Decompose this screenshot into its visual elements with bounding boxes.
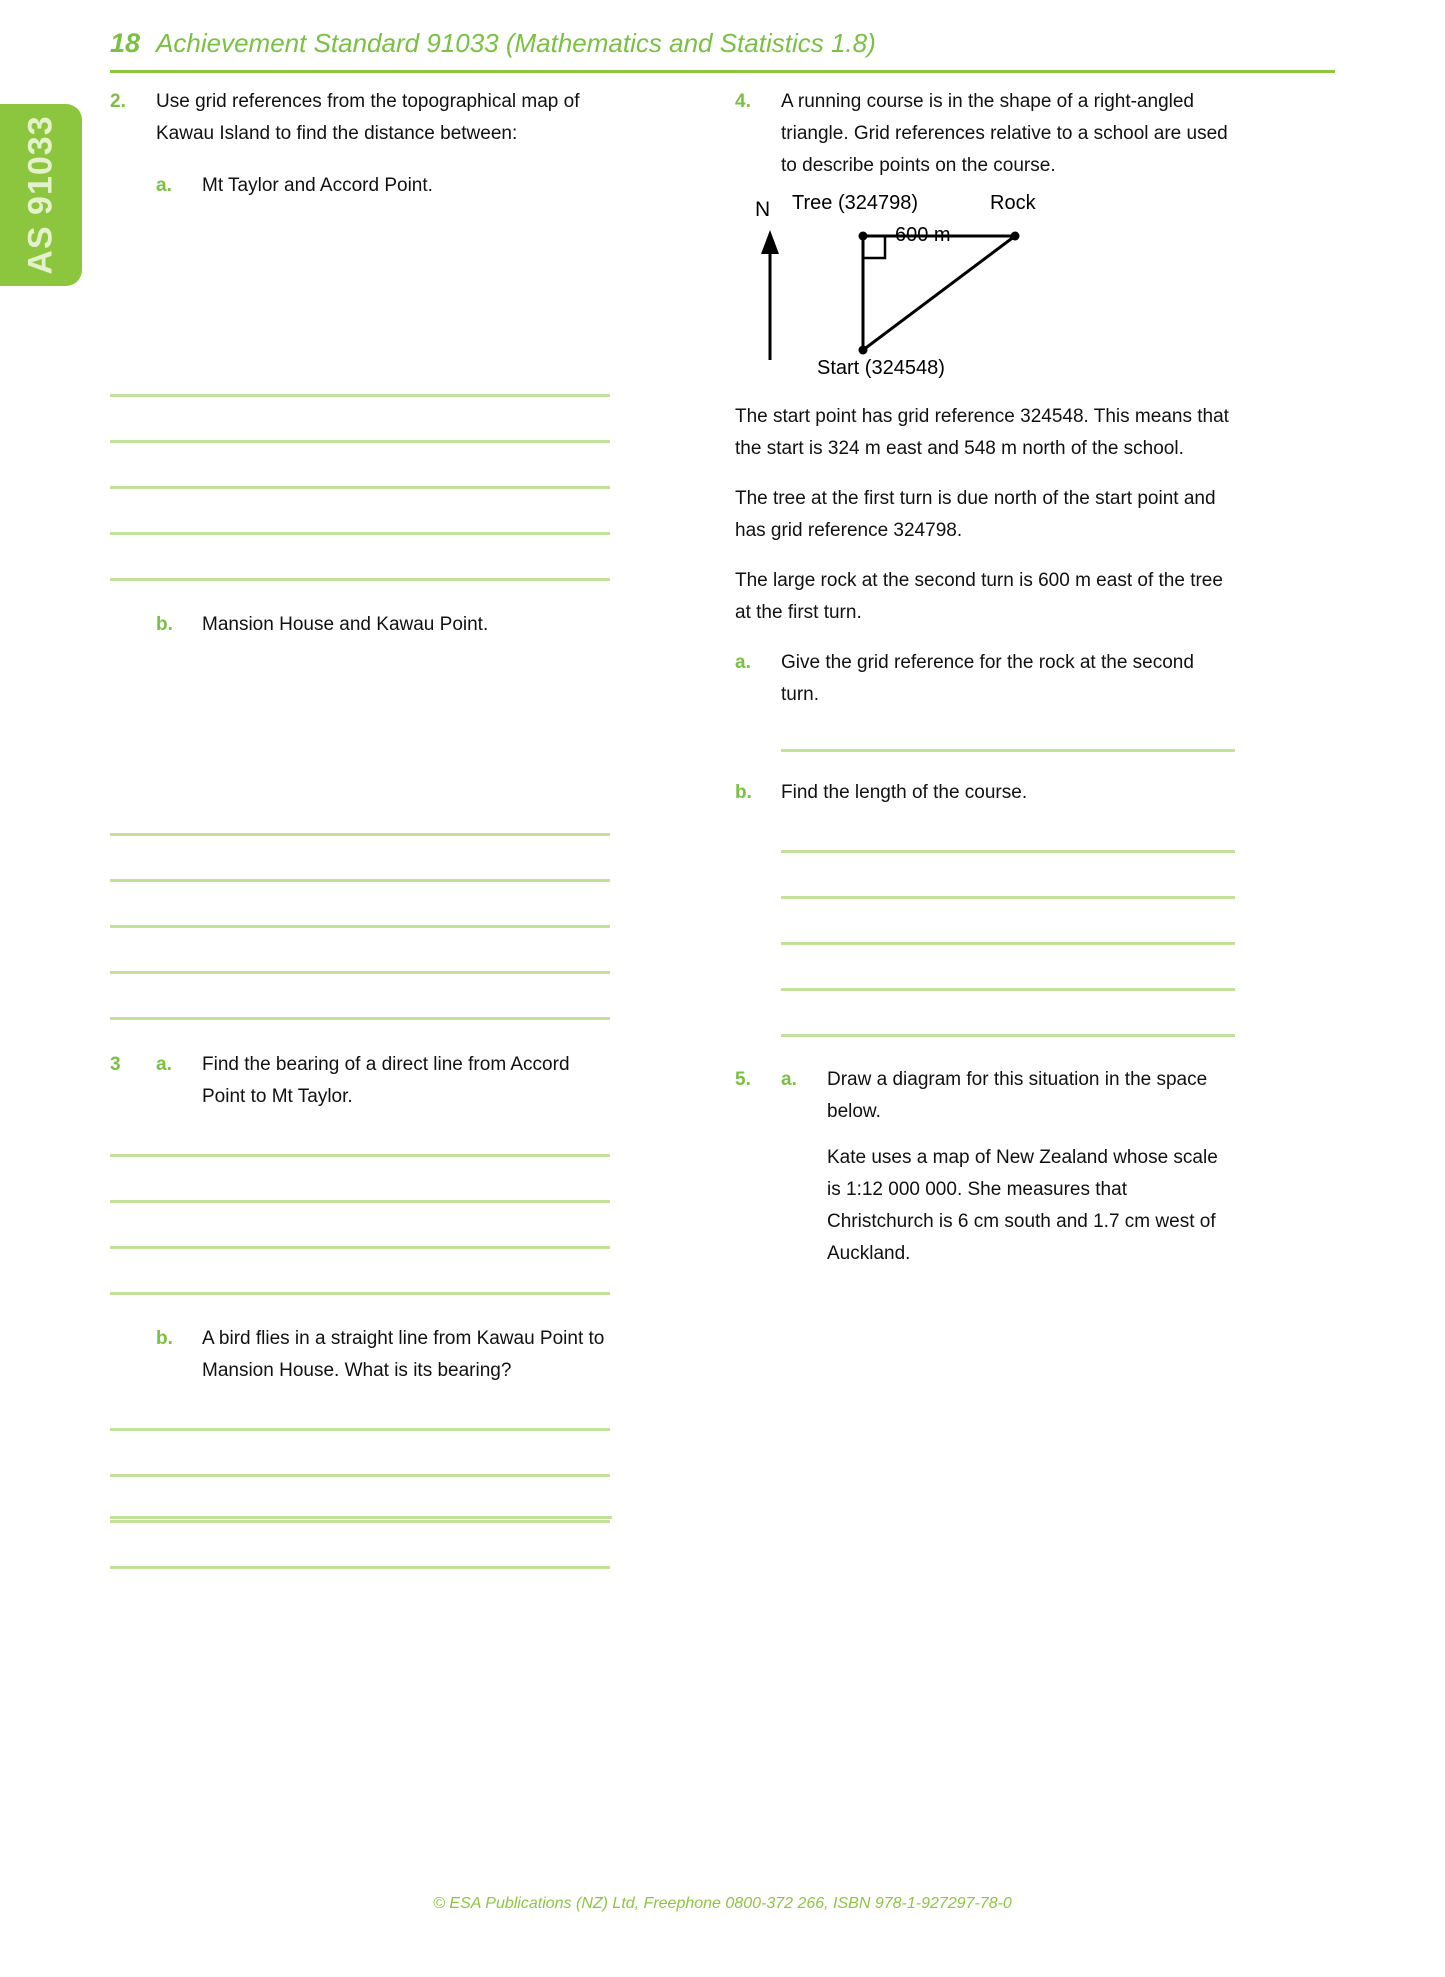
question-5a-body (735, 1142, 1235, 1270)
answer-line[interactable] (110, 578, 610, 581)
question-4-para3-text: The large rock at the second turn is 600 m east of the tree at the first turn. (735, 570, 1223, 623)
answer-line[interactable] (110, 394, 610, 397)
question-2b (110, 609, 610, 641)
answer-lines-4b[interactable] (781, 850, 1235, 1037)
answer-line[interactable] (110, 1428, 610, 1431)
question-2b-text: Mansion House and Kawau Point. (202, 614, 489, 635)
question-2-number: 2. (110, 91, 126, 112)
question-5a (735, 1064, 1235, 1128)
left-column (110, 86, 610, 1569)
side-tab-label: AS 91033 (21, 115, 60, 275)
question-4 (735, 86, 1235, 182)
answer-line[interactable] (110, 833, 610, 836)
question-3b-text: A bird flies in a straight line from Kawau Point to Mansion House. What is its bearing? (202, 1328, 605, 1381)
question-4-para2-text: The tree at the first turn is due north of the start point and has grid reference 324798. (735, 488, 1216, 541)
question-5a-letter: a. (781, 1069, 797, 1090)
question-4b-text: Find the length of the course. (781, 782, 1028, 803)
question-3b-letter: b. (156, 1328, 173, 1349)
page-number: 18 (110, 28, 141, 58)
question-4-stem: A running course is in the shape of a right-angled triangle. Grid references relative to a school are used to describe points on the course. (781, 91, 1228, 176)
rock-label: Rock (990, 192, 1036, 214)
answer-lines-4a[interactable] (781, 749, 1235, 752)
answer-line[interactable] (110, 1200, 610, 1203)
question-2a (110, 170, 610, 202)
question-2-stem: Use grid references from the topographical map of Kawau Island to find the distance between: (156, 91, 580, 144)
question-5a-text: Draw a diagram for this situation in the space below. (827, 1069, 1208, 1122)
page-title: Achievement Standard 91033 (Mathematics and Statistics 1.8) (156, 28, 876, 58)
question-4a-text: Give the grid reference for the rock at the second turn. (781, 652, 1194, 705)
answer-lines-2b[interactable] (110, 833, 610, 1020)
page-header (110, 28, 1335, 59)
footer-divider (110, 1516, 612, 1519)
question-5a-body-text: Kate uses a map of New Zealand whose scale is 1:12 000 000. She measures that Christchurch is 6 cm south and 1.7 cm west of Auckland. (827, 1147, 1218, 1264)
question-3a (110, 1049, 610, 1113)
header-divider (110, 70, 1335, 73)
course-triangle (859, 232, 1020, 355)
question-4-para2 (735, 483, 1235, 547)
question-3b (110, 1323, 610, 1387)
question-4-para1-text: The start point has grid reference 324548. This means that the start is 324 m east and 548 m north of the school. (735, 406, 1229, 459)
answer-line[interactable] (110, 486, 610, 489)
answer-lines-3b[interactable] (110, 1428, 610, 1569)
answer-line[interactable] (110, 1154, 610, 1157)
side-length-label: 600 m (895, 224, 951, 246)
answer-line[interactable] (110, 1017, 610, 1020)
answer-line[interactable] (781, 988, 1235, 991)
answer-line[interactable] (110, 1292, 610, 1295)
answer-line[interactable] (781, 942, 1235, 945)
answer-line[interactable] (110, 532, 610, 535)
question-2b-letter: b. (156, 614, 173, 635)
question-4a-letter: a. (735, 652, 751, 673)
answer-line[interactable] (781, 749, 1235, 752)
footer-text: © ESA Publications (NZ) Ltd, Freephone 0800-372 266, ISBN 978-1-927297-78-0 (433, 1895, 1012, 1912)
question-5-number: 5. (735, 1069, 751, 1090)
question-4-number: 4. (735, 91, 751, 112)
question-2a-letter: a. (156, 175, 172, 196)
question-2a-text: Mt Taylor and Accord Point. (202, 175, 433, 196)
question-4-para3 (735, 565, 1235, 629)
question-2 (110, 86, 610, 150)
question-4a (735, 647, 1235, 711)
north-arrow-icon (761, 230, 779, 360)
north-label: N (755, 198, 771, 221)
question-3a-text: Find the bearing of a direct line from Accord Point to Mt Taylor. (202, 1054, 570, 1107)
start-label: Start (324548) (817, 357, 945, 379)
tree-label: Tree (324798) (792, 192, 918, 214)
answer-line[interactable] (110, 1474, 610, 1477)
answer-lines-2a[interactable] (110, 394, 610, 581)
answer-line[interactable] (781, 1034, 1235, 1037)
standard-side-tab (0, 104, 82, 286)
answer-line[interactable] (110, 971, 610, 974)
right-column (735, 86, 1235, 1270)
answer-line[interactable] (110, 1566, 610, 1569)
answer-line[interactable] (110, 879, 610, 882)
answer-line[interactable] (110, 1246, 610, 1249)
answer-lines-3a[interactable] (110, 1154, 610, 1295)
answer-line[interactable] (781, 850, 1235, 853)
answer-line[interactable] (110, 1520, 610, 1523)
running-course-diagram (735, 190, 1235, 385)
footer (0, 1895, 1445, 1913)
answer-line[interactable] (110, 925, 610, 928)
answer-line[interactable] (781, 896, 1235, 899)
question-4b (735, 777, 1235, 809)
question-4b-letter: b. (735, 782, 752, 803)
question-4-para1 (735, 401, 1235, 465)
question-3-number: 3 (110, 1054, 121, 1075)
question-3a-letter: a. (156, 1054, 172, 1075)
answer-line[interactable] (110, 440, 610, 443)
